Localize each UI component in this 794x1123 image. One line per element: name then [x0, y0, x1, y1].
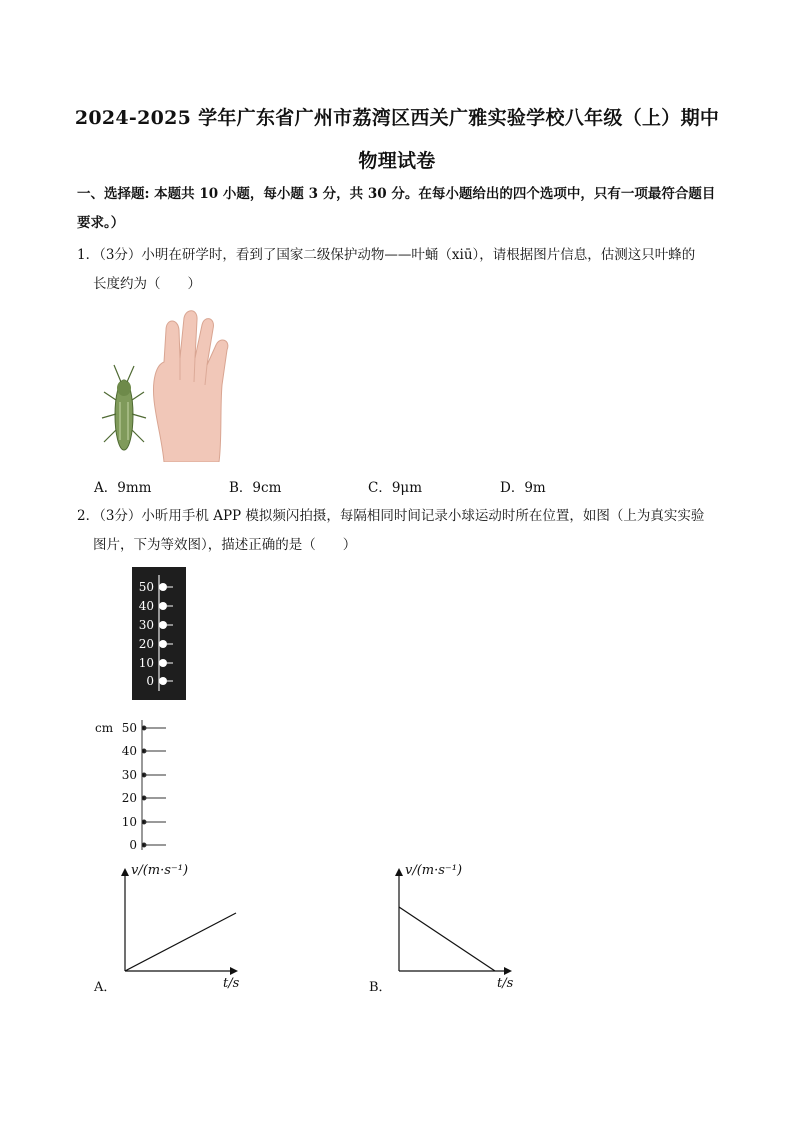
q1-option-b[interactable]: B．9cm	[229, 480, 282, 496]
exam-title-line1: 2024-2025 学年广东省广州市荔湾区西关广雅实验学校八年级（上）期中	[74, 107, 720, 129]
graph-a-y-label: v/(m·s⁻¹)	[131, 863, 189, 878]
question-1	[77, 241, 722, 299]
graph-a-line	[125, 913, 236, 971]
diagram-scale-20: 20	[121, 791, 137, 805]
q1-option-d[interactable]: D．9m	[500, 480, 546, 496]
graph-b-x-label: t/s	[497, 976, 514, 991]
diagram-scale-0: 0	[129, 838, 137, 852]
question-1-line1: 1．（3分）小明在研学时，看到了国家二级保护动物——叶蛹（xiū），请根据图片信息，估测这只叶蜂的	[77, 247, 696, 263]
photo-scale-10: 10	[138, 656, 154, 670]
insect-and-hand-image	[94, 310, 244, 462]
diagram-scale-50: 50	[121, 721, 137, 735]
q2-option-a-label[interactable]: A．	[94, 980, 117, 995]
graph-a-x-label: t/s	[223, 976, 240, 991]
graph-b-line	[399, 907, 495, 971]
x-arrow-icon	[230, 967, 238, 975]
section-line2: 要求。）	[77, 215, 125, 231]
q1-option-a[interactable]: A．9mm	[94, 480, 152, 496]
question-2	[77, 502, 722, 560]
question-2-line2: 图片，下为等效图），描述正确的是（ ）	[93, 537, 357, 553]
photo-scale-30: 30	[138, 618, 154, 632]
y-arrow-icon	[121, 868, 129, 876]
photo-scale-40: 40	[138, 599, 154, 613]
section-instructions	[77, 180, 722, 238]
equivalent-diagram	[92, 716, 172, 854]
photo-scale-20: 20	[138, 637, 154, 651]
section-line1: 一、选择题: 本题共 10 小题，每小题 3 分，共 30 分。在每小题给出的四个选项中，只有一项最符合题目	[77, 186, 716, 202]
question-2-line1: 2．（3分）小昕用手机 APP 模拟频闪拍摄，每隔相同时间记录小球运动时所在位置，如图（上为真实实验	[77, 508, 705, 524]
q2-option-b-label[interactable]: B．	[369, 980, 392, 995]
experiment-photo	[132, 567, 186, 700]
diagram-scale-30: 30	[121, 768, 137, 782]
q2-option-b-graph[interactable]	[390, 856, 530, 992]
diagram-scale-40: 40	[121, 744, 137, 758]
diagram-scale-10: 10	[121, 815, 137, 829]
x-arrow-icon	[504, 967, 512, 975]
diagram-unit: cm	[95, 721, 114, 735]
exam-title-line2: 物理试卷	[358, 150, 436, 172]
graph-b-y-label: v/(m·s⁻¹)	[405, 863, 463, 878]
q2-option-a-graph[interactable]	[116, 856, 256, 992]
question-1-line2: 长度约为（ ）	[93, 276, 201, 292]
diagram-positions	[142, 726, 166, 847]
y-arrow-icon	[395, 868, 403, 876]
q1-option-c[interactable]: C．9μm	[368, 480, 422, 496]
photo-scale-0: 0	[146, 674, 154, 688]
photo-scale-50: 50	[138, 580, 154, 594]
